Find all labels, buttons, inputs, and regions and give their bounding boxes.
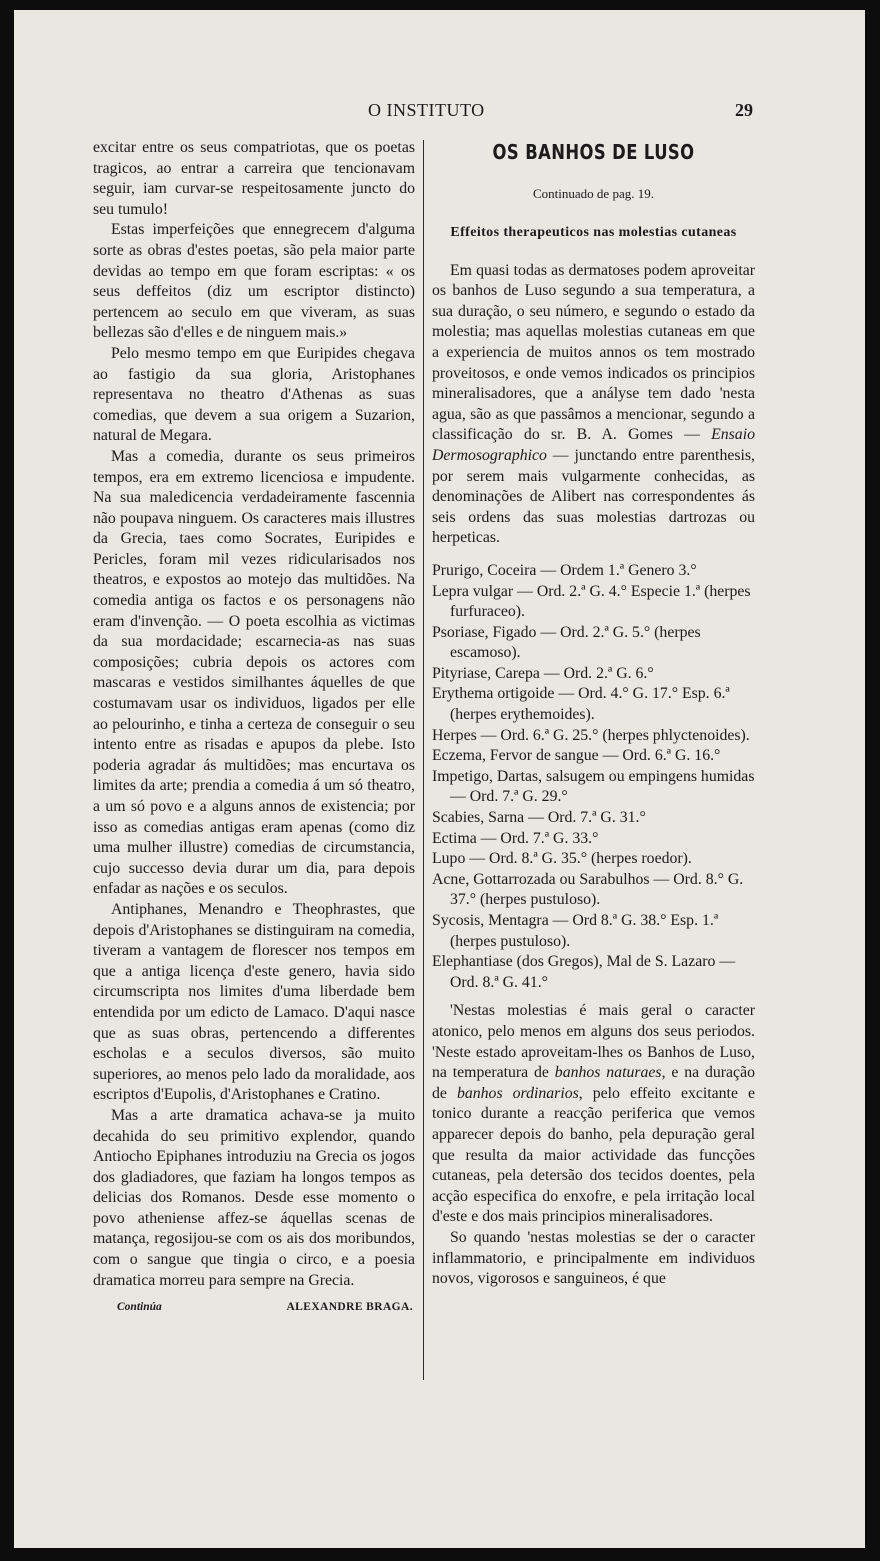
italic-run: Ensaio Dermosographico bbox=[432, 426, 755, 464]
right-column bbox=[432, 138, 755, 1290]
paragraph: So quando 'nestas molestias se der o caracter inflammatorio, e principalmente em individuos novos, vigorosos e sanguineos, é que bbox=[432, 1228, 755, 1288]
list-item: Scabies, Sarna — Ord. 7.ª G. 31.° bbox=[432, 809, 646, 827]
list-item: Ectima — Ord. 7.ª G. 33.° bbox=[432, 829, 599, 847]
left-column bbox=[93, 138, 415, 1318]
running-title: O INSTITUTO bbox=[368, 100, 485, 120]
paragraph: excitar entre os seus compatriotas, que os poetas tragicos, ao entrar a carreira que tencionavam seguir, iam curvar-se respeitosamente juncto do seu tumulo! bbox=[93, 139, 415, 218]
list-item: Lepra vulgar — Ord. 2.ª G. 4.° Especie 1.ª (herpes furfuraceo). bbox=[432, 582, 751, 621]
list-item: Eczema, Fervor de sangue — Ord. 6.ª G. 16.° bbox=[432, 747, 721, 765]
italic-run: banhos ordinarios bbox=[456, 1084, 579, 1102]
article-title: OS BANHOS DE LUSO bbox=[492, 140, 695, 164]
text-run: , pelo effeito excitante e tonico durante a reacção periferica que vemos apparecer depois do banho, pela depuração geral que resulta da maior actividade das funcções cutaneas, pela detersão dos tecidos doentes, pela acção especifica do enxofre, e pela irritação local d'este e dos mais principios mineralisadores. bbox=[432, 1084, 756, 1226]
text-run: — junctando entre parenthesis, por serem mais vulgarmente conhecidas, as denominações de Alibert nas correspondentes ás seis ordens das suas molestias dartrozas ou herpeticas. bbox=[432, 446, 755, 547]
page-number: 29 bbox=[735, 100, 753, 120]
list-item: Acne, Gottarrozada ou Sarabulhos — Ord. 8.° G. 37.° (herpes pustuloso). bbox=[432, 870, 744, 909]
paragraph: Mas a arte dramatica achava-se ja muito decahida do seu primitivo explendor, quando Antiocho Epiphanes introduziu na Grecia os jogos dos gladiadores, que faziam ha longos tempos as delicias dos Romanos. Desde esse momento o povo atheniense affez-se áquellas scenas de matança, regosijou-se com os ais dos moribundos, com o sangue que tingia o circo, e a poesia dramatica morreu para sempre na Grecia. bbox=[93, 1106, 415, 1289]
list-item: Impetigo, Dartas, salsugem ou empingens humidas — Ord. 7.ª G. 29.° bbox=[432, 767, 755, 806]
list-item: Elephantiase (dos Gregos), Mal de S. Lazaro — Ord. 8.ª G. 41.° bbox=[432, 953, 736, 991]
intro-paragraph bbox=[432, 261, 755, 549]
article-signoff bbox=[93, 1297, 415, 1318]
paragraph: Antiphanes, Menandro e Theophrastes, que depois d'Aristophanes se distinguiram na comedia, tiveram a vantagem de florescer nos tempos em que a antiga licença d'este genero, havia sido circumscripta nos limites d'uma liberdade bem entendida por um edicto de Lamaco. D'aqui nasce que as suas obras, pertencendo a differentes escholas e a seculos diversos, são muito superiores, ao menos pelo lado da moralidade, aos escriptos d'Eupolis, d'Aristophanes e Cratino. bbox=[93, 900, 415, 1104]
paragraph: Estas imperfeições que ennegrecem d'alguma sorte as obras d'estes poetas, são pela maior parte devidas ao tempo em que foram escriptas: « os seus deffeitos (diz um escriptor distincto) pertencem ao seculo em que viveram, as suas bellezas são d'elles e de ninguem mais.» bbox=[93, 221, 415, 342]
list-item: Erythema ortigoide — Ord. 4.° G. 17.° Esp. 6.ª (herpes erythemoides). bbox=[432, 685, 730, 724]
section-heading: Effeitos therapeuticos nas molestias cutaneas bbox=[450, 224, 737, 240]
continua-label: Continúa bbox=[117, 1301, 162, 1314]
list-item: Prurigo, Coceira — Ordem 1.ª Genero 3.° bbox=[432, 561, 697, 579]
paragraph: Mas a comedia, durante os seus primeiros tempos, era em extremo licenciosa e impudente. Na sua maledicencia verdadeiramente fascennia não poupava ninguem. Os caracteres mais illustres da Grecia, taes como Socrates, Euripides e Pericles, foram mil vezes ridicularisados nos theatros, e expostos ao motejo das multidões. Na comedia antiga os factos e os personagens não eram d'invenção. — O poeta escolhia as victimas da sua mordacidade; escarnecia-as nas suas composições; cubria depois os actores com mascaras e vestidos similhantes áquelles de que costumavam usar os individuos, ligados per elle ao pelourinho, e tinha a certeza de conseguir o seu intento entre as risadas e apupos da plebe. Isto poderia agradar ás multidões; mas encurtava os limites da arte; prendia a comedia á um só theatro, a um só povo e a alguns annos de existencia; por isso as comedias antigas eram apenas (como diz uma mulher illustre) comedias de circumstancia, cujo successo devia durar um dia, para depois enfadar as nações e os seculos. bbox=[93, 447, 415, 898]
list-item: Lupo — Ord. 8.ª G. 35.° (herpes roedor). bbox=[432, 850, 692, 868]
text-run: Em quasi todas as dermatoses podem aproveitar os banhos de Luso segundo a sua temperatura, a sua duração, o seu número, e segundo o estado da molestia; mas aquellas molestias cutaneas em que a experiencia de muitos annos os tem mostrado proveitosos, e onde vemos indicados os principios mineralisadores, que a anályse tem dado 'nesta agua, são as que passâmos a mencionar, segundo a classificação do sr. B. A. Gomes — bbox=[432, 261, 755, 444]
column-divider bbox=[423, 140, 424, 1380]
author-name: ALEXANDRE BRAGA. bbox=[286, 1301, 413, 1314]
newspaper-page bbox=[14, 10, 865, 1548]
list-item: Psoriase, Figado — Ord. 2.ª G. 5.° (herpes escamoso). bbox=[432, 623, 701, 662]
list-item: Herpes — Ord. 6.ª G. 25.° (herpes phlyctenoides). bbox=[432, 726, 750, 744]
text-run: 'Nestas molestias é mais geral o caracter atonico, pelo menos em alguns dos seus periodos. 'Neste estado aproveitam-lhes os Banhos de Luso, na temperatura de bbox=[432, 1002, 755, 1082]
italic-run: banhos naturaes bbox=[554, 1064, 662, 1082]
list-item: Sycosis, Mentagra — Ord 8.ª G. 38.° Esp. 1.ª (herpes pustuloso). bbox=[432, 912, 719, 950]
paragraph: Pelo mesmo tempo em que Euripides chegava ao fastigio da sua gloria, Aristophanes representava no theatro d'Athenas as suas comedias, que devem a sua origem a Suzarion, natural de Megara. bbox=[93, 344, 415, 445]
paragraph bbox=[432, 1001, 755, 1228]
continued-note: Continuado de pag. 19. bbox=[533, 186, 654, 201]
list-item: Pityriase, Carepa — Ord. 2.ª G. 6.° bbox=[432, 664, 654, 682]
page-header bbox=[14, 100, 865, 122]
disease-list bbox=[432, 561, 755, 993]
text-run: , e na duração de bbox=[432, 1064, 755, 1102]
